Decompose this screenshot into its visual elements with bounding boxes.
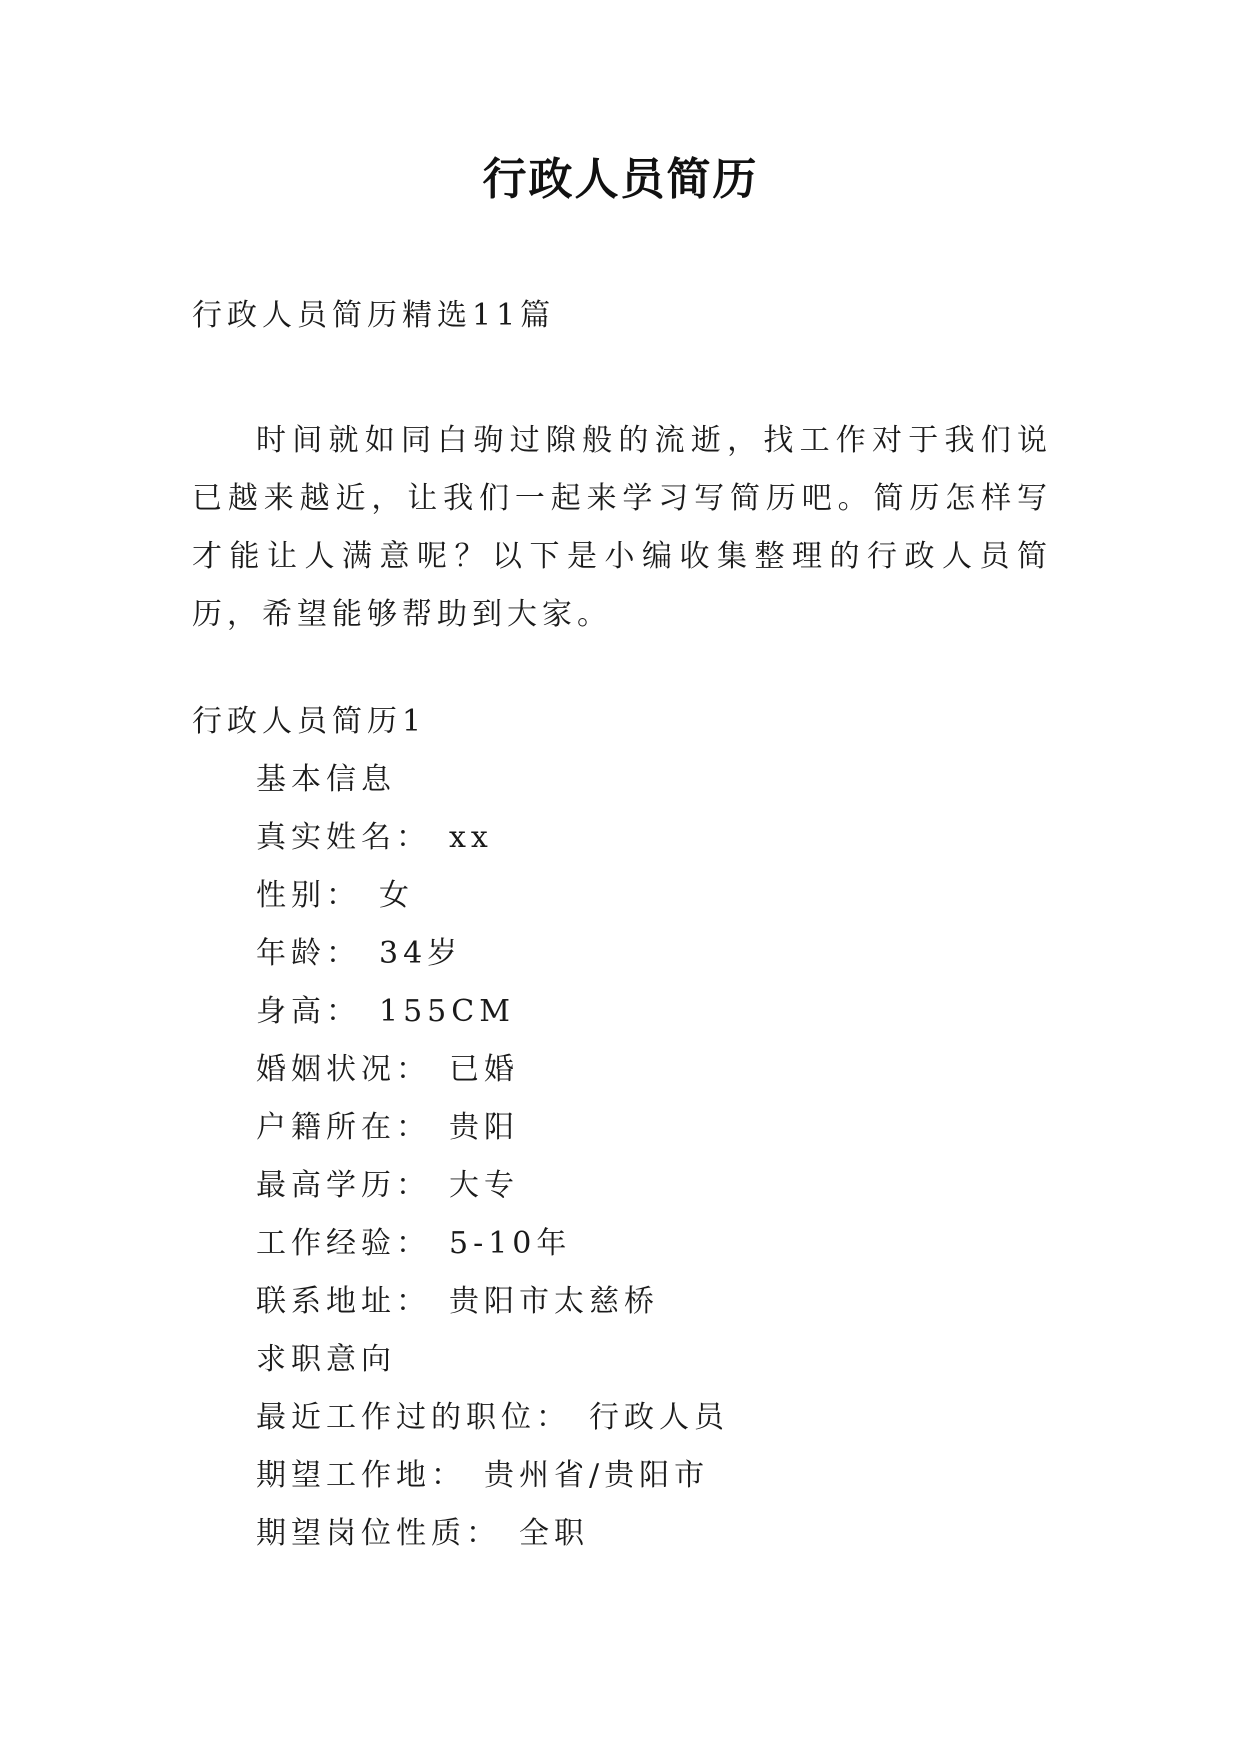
field-label: 户籍所在： <box>256 1110 431 1145</box>
field-label: 期望工作地： <box>256 1458 466 1493</box>
field-value: 贵阳市太慈桥 <box>449 1284 659 1319</box>
field-gender <box>256 876 414 916</box>
field-value: 女 <box>379 878 414 913</box>
job-intent-heading: 求职意向 <box>256 1342 396 1377</box>
field-label: 工作经验： <box>256 1226 431 1261</box>
field-label: 最近工作过的职位： <box>256 1400 571 1435</box>
field-value: 已婚 <box>449 1052 519 1087</box>
field-age <box>256 934 462 974</box>
field-label: 年龄： <box>256 936 361 971</box>
field-household-registration <box>256 1108 519 1148</box>
field-real-name <box>256 818 493 858</box>
field-height <box>256 992 515 1032</box>
field-label: 期望岗位性质： <box>256 1516 501 1551</box>
field-value: 行政人员 <box>589 1400 729 1435</box>
field-value: 34岁 <box>379 936 463 971</box>
field-desired-location <box>256 1456 709 1496</box>
field-value: xx <box>449 820 493 855</box>
document-subtitle: 行政人员简历精选11篇 <box>192 298 556 333</box>
field-value: 贵州省/贵阳市 <box>484 1458 710 1493</box>
field-value: 大专 <box>449 1168 519 1203</box>
field-value: 全职 <box>519 1516 589 1551</box>
field-value: 5-10年 <box>449 1226 572 1261</box>
field-label: 联系地址： <box>256 1284 431 1319</box>
basic-info-heading: 基本信息 <box>256 762 396 797</box>
document-title: 行政人员简历 <box>482 154 759 205</box>
field-work-experience <box>256 1224 571 1264</box>
field-label: 身高： <box>256 994 361 1029</box>
field-label: 真实姓名： <box>256 820 431 855</box>
field-label: 婚姻状况： <box>256 1052 431 1087</box>
field-value: 贵阳 <box>449 1110 519 1145</box>
field-desired-job-type <box>256 1514 589 1554</box>
field-marital-status <box>256 1050 519 1090</box>
field-education <box>256 1166 519 1206</box>
field-contact-address <box>256 1282 659 1322</box>
field-label: 性别： <box>256 878 361 913</box>
field-value: 155CM <box>379 994 515 1029</box>
intro-paragraph: 时间就如同白驹过隙般的流逝，找工作对于我们说已越来越近，让我们一起来学习写简历吧。简历怎样写才能让人满意呢？以下是小编收集整理的行政人员简历，希望能够帮助到大家。 <box>192 423 1052 632</box>
field-recent-position <box>256 1398 729 1438</box>
field-label: 最高学历： <box>256 1168 431 1203</box>
section-title: 行政人员简历1 <box>192 704 427 739</box>
